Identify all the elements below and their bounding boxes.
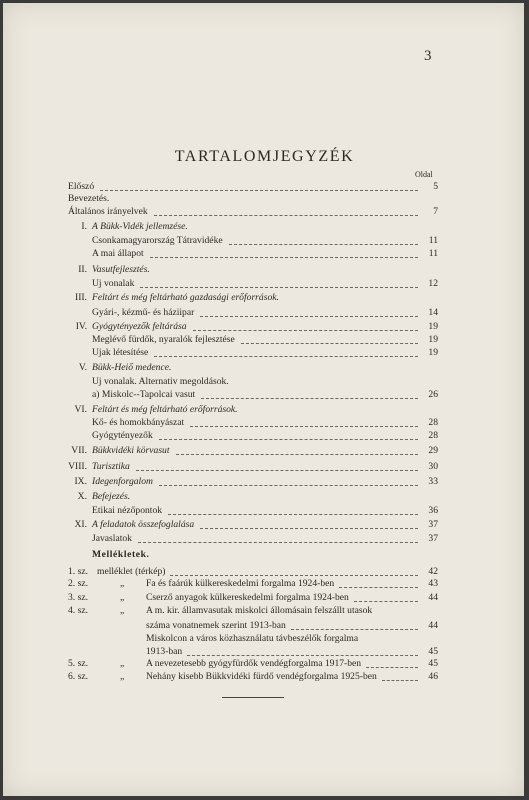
toc-entry[interactable]	[0, 389, 529, 401]
appendix-heading: Mellékletek.	[92, 549, 150, 560]
dot-leader	[201, 386, 418, 399]
appendix-entry[interactable]	[0, 671, 529, 683]
appendix-entry[interactable]	[0, 605, 529, 617]
appendix-title: 1913-ban	[146, 646, 183, 657]
dot-leader	[193, 318, 418, 331]
toc-entry[interactable]	[0, 476, 529, 488]
toc-entry-title: Csonkamagyarország Tátravidéke	[92, 235, 223, 246]
ditto-mark: „	[120, 605, 125, 616]
toc-page-number: 37	[428, 533, 438, 544]
toc-entry[interactable]	[0, 533, 529, 545]
dot-leader	[291, 617, 418, 630]
toc-entry-title: Uj vonalak. Alternativ megoldások.	[92, 376, 229, 387]
toc-page-number: 26	[428, 389, 438, 400]
appendix-page-number: 42	[428, 566, 438, 577]
appendix-number: 6. sz.	[68, 671, 88, 682]
toc-entry-title: A feladatok összefoglalása	[92, 519, 195, 530]
toc-page-number: 37	[428, 519, 438, 530]
dot-leader	[168, 502, 418, 515]
appendix-title: Miskolcon a város közhasználatu távbeszélők forgalma	[146, 633, 359, 644]
appendix-title: Fa és faárúk külkereskedelmi forgalma 1924-ben	[146, 578, 335, 589]
appendix-entry[interactable]	[0, 578, 529, 590]
dot-leader	[200, 304, 418, 317]
toc-entry-title: Meglévő fürdők, nyaralók fejlesztése	[92, 334, 235, 345]
appendix-page-number: 45	[428, 658, 438, 669]
toc-roman-numeral: III.	[75, 292, 87, 303]
toc-roman-numeral: X.	[77, 491, 87, 502]
toc-entry-title: Gyógytényezők feltárása	[92, 321, 187, 332]
dot-leader	[138, 530, 418, 543]
page-column-header: Oldal	[415, 170, 433, 179]
toc-entry-title: Turisztika	[92, 461, 130, 472]
dot-leader	[159, 473, 418, 486]
appendix-entry[interactable]	[0, 592, 529, 604]
appendix-entry[interactable]	[0, 620, 529, 632]
appendix-entry[interactable]	[0, 658, 529, 670]
appendix-number: 1. sz.	[68, 566, 88, 577]
toc-entry[interactable]	[0, 445, 529, 457]
toc-entry-title: Bevezetés.	[68, 193, 110, 204]
toc-page-number: 5	[433, 181, 438, 192]
toc-entry-title: Feltárt és még feltárható gazdasági erőforrások.	[92, 292, 279, 303]
toc-entry-title: Idegenforgalom	[92, 476, 153, 487]
appendix-entry[interactable]	[0, 646, 529, 658]
toc-roman-numeral: VII.	[71, 445, 87, 456]
appendix-number: 5. sz.	[68, 658, 88, 669]
appendix-number: 3. sz.	[68, 592, 88, 603]
toc-entry-title: Előszó	[68, 181, 95, 192]
dot-leader	[154, 344, 418, 357]
toc-entry-title: Etikai nézőpontok	[92, 505, 163, 516]
toc-entry-title: Általános irányelvek	[68, 206, 148, 217]
appendix-page-number: 45	[428, 646, 438, 657]
closing-rule	[222, 697, 284, 698]
toc-entry-title: A mai állapot	[92, 248, 144, 259]
toc-roman-numeral: VI.	[74, 404, 87, 415]
toc-page-number: 14	[428, 307, 438, 318]
toc-page-number: 33	[428, 476, 438, 487]
dot-leader	[354, 589, 418, 602]
toc-page-number: 19	[428, 321, 438, 332]
toc-page-number: 29	[428, 445, 438, 456]
toc-entry[interactable]	[0, 292, 529, 304]
appendix-number: 2. sz.	[68, 578, 88, 589]
toc-page-number: 11	[428, 248, 438, 259]
toc-entry[interactable]	[0, 248, 529, 260]
toc-entry[interactable]	[0, 461, 529, 473]
page-number: 3	[424, 48, 432, 64]
ditto-mark: „	[120, 671, 125, 682]
dot-leader	[229, 232, 418, 245]
page-title: TARTALOMJEGYZÉK	[174, 148, 355, 165]
dot-leader	[150, 245, 418, 258]
appendix-page-number: 44	[428, 592, 438, 603]
toc-entry-title: Kő- és homokbányászat	[92, 417, 185, 428]
toc-entry[interactable]	[0, 206, 529, 218]
dot-leader	[339, 575, 418, 588]
toc-page-number: 30	[428, 461, 438, 472]
dot-leader	[241, 331, 418, 344]
dot-leader	[382, 668, 418, 681]
appendix-number: 4. sz.	[68, 605, 88, 616]
toc-page-number: 19	[428, 347, 438, 358]
dot-leader	[190, 414, 418, 427]
appendix-title: száma vonatnemek szerint 1913-ban	[146, 620, 286, 631]
dot-leader	[154, 203, 418, 216]
appendix-page-number: 46	[428, 671, 438, 682]
toc-roman-numeral: XI.	[74, 519, 87, 530]
toc-entry-title: Feltárt és még feltárható erőforrások.	[92, 404, 238, 415]
ditto-mark: „	[120, 658, 125, 669]
dot-leader	[366, 655, 418, 668]
appendix-title: A m. kir. államvasutak miskolci állomásain felszállt utasok	[146, 605, 373, 616]
appendix-title: A nevezetesebb gyógyfürdők vendégforgalma 1917-ben	[146, 658, 362, 669]
toc-entry-title: Gyógytényezők	[92, 430, 153, 441]
toc-page-number: 28	[428, 417, 438, 428]
dot-leader	[200, 516, 418, 529]
toc-entry[interactable]	[0, 181, 529, 193]
toc-page-number: 7	[433, 206, 438, 217]
dot-leader	[100, 178, 418, 191]
dot-leader	[136, 458, 418, 471]
toc-entry-title: Bükkvidéki körvasut	[92, 445, 170, 456]
toc-page-number: 36	[428, 505, 438, 516]
appendix-title: Cserző anyagok külkereskedelmi forgalma 1924-ben	[146, 592, 349, 603]
toc-entry-title: A Bükk-Vidék jellemzése.	[92, 221, 188, 232]
toc-roman-numeral: V.	[78, 362, 87, 373]
dot-leader	[176, 442, 418, 455]
toc-page-number: 12	[428, 278, 438, 289]
appendix-title: melléklet (térkép)	[97, 566, 166, 577]
appendix-page-number: 43	[428, 578, 438, 589]
toc-entry-title: Javaslatok	[92, 533, 132, 544]
toc-page-number: 28	[428, 430, 438, 441]
appendix-page-number: 44	[428, 620, 438, 631]
dot-leader	[159, 427, 418, 440]
toc-entry[interactable]	[0, 362, 529, 374]
toc-entry-title: Bükk-Heiő medence.	[92, 362, 172, 373]
toc-page-number: 11	[428, 235, 438, 246]
toc-entry[interactable]	[0, 430, 529, 442]
toc-entry-title: a) Miskolc--Tapolcai vasut	[92, 389, 196, 400]
toc-roman-numeral: I.	[81, 221, 87, 232]
toc-roman-numeral: IX.	[74, 476, 87, 487]
dot-leader	[140, 275, 418, 288]
toc-entry-title: Ujak létesítése	[92, 347, 149, 358]
ditto-mark: „	[120, 592, 125, 603]
toc-entry-title: Gyári-, kézmű- és háziipar	[92, 307, 195, 318]
toc-roman-numeral: VIII.	[68, 461, 87, 472]
toc-entry[interactable]	[0, 347, 529, 359]
appendix-title: Nehány kisebb Bükkvidéki fürdő vendégforgalma 1925-ben	[146, 671, 377, 682]
toc-entry[interactable]	[0, 278, 529, 290]
appendix-entry[interactable]	[0, 566, 529, 578]
toc-entry-title: Uj vonalak	[92, 278, 135, 289]
toc-roman-numeral: IV.	[75, 321, 87, 332]
ditto-mark: „	[120, 578, 125, 589]
toc-entry-title: Vasutfejlesztés.	[92, 264, 150, 275]
toc-roman-numeral: II.	[78, 264, 87, 275]
toc-page-number: 19	[428, 334, 438, 345]
toc-entry-title: Befejezés.	[92, 491, 131, 502]
